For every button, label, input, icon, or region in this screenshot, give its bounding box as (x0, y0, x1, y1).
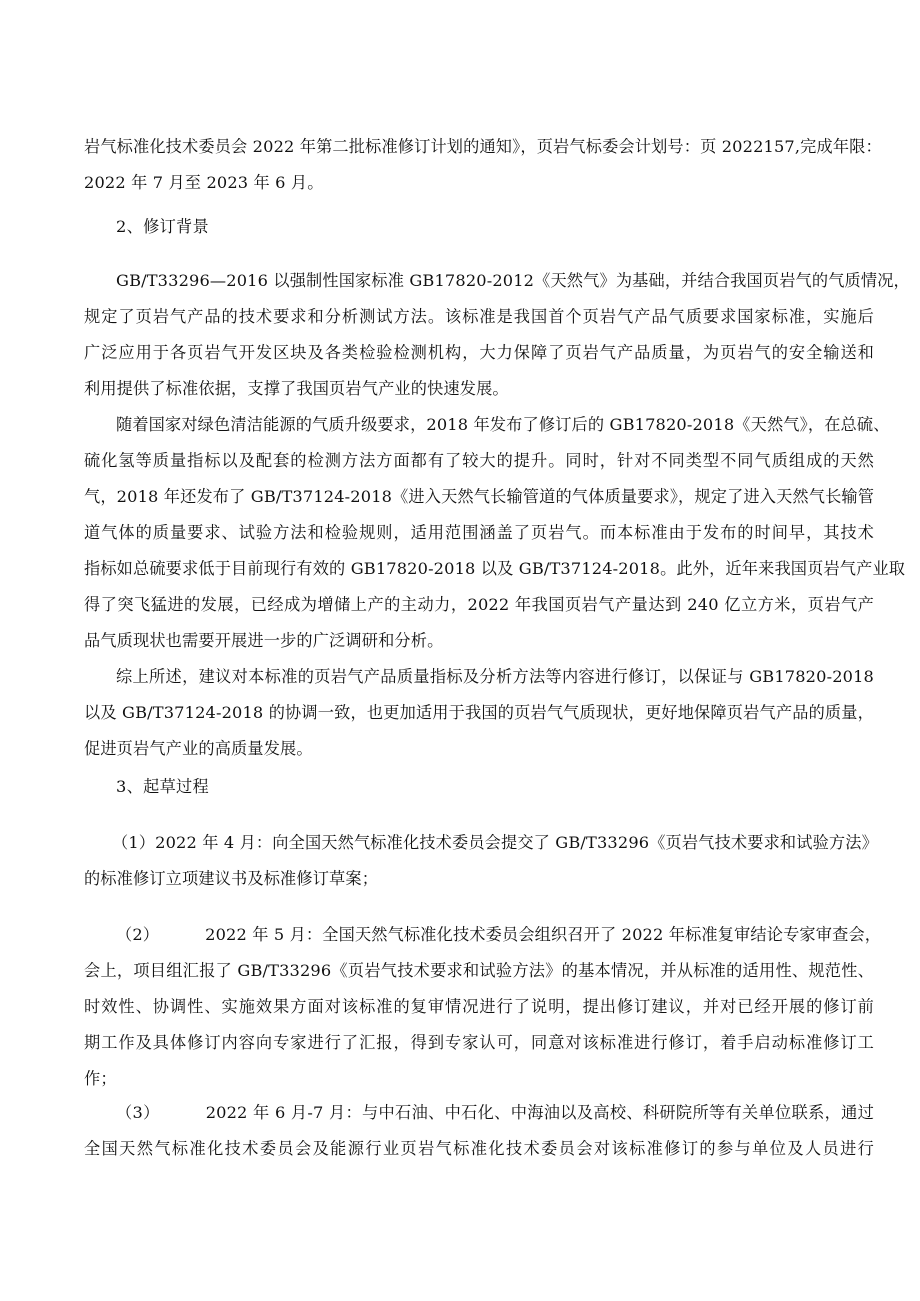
paragraph-line: 以及 GB/T37124-2018 的协调一致，也更加适用于我国的页岩气气质现状，更好地保障页岩气产品的质量， (84, 703, 874, 722)
paragraph-line: 指标如总硫要求低于目前现行有效的 GB17820-2018 以及 GB/T37124-2018。此外，近年来我国页岩气产业取 (84, 559, 906, 578)
paragraph-line: 规定了页岩气产品的技术要求和分析测试方法。该标准是我国首个页岩气产品气质要求国家标准，实施后 (84, 307, 874, 326)
paragraph-line: 得了突飞猛进的发展，已经成为增储上产的主动力，2022 年我国页岩气产量达到 240 亿立方米，页岩气产 (84, 595, 874, 614)
section-heading-drafting-process: 3、起草过程 (116, 777, 210, 796)
paragraph-line: GB/T33296—2016 以强制性国家标准 GB17820-2012《天然气》为基础，并结合我国页岩气的气质情况， (116, 271, 910, 290)
intro-line: 2022 年 7 月至 2023 年 6 月。 (84, 173, 324, 192)
drafting-item-line: 会上，项目组汇报了 GB/T33296《页岩气技术要求和试验方法》的基本情况，并从标准的适用性、规范性、 (84, 961, 874, 980)
paragraph-line: 气，2018 年还发布了 GB/T37124-2018《进入天然气长输管道的气体质量要求》，规定了进入天然气长输管 (84, 487, 875, 506)
item-text: 2022 年 5 月：全国天然气标准化技术委员会组织召开了 2022 年标准复审结论专家审查会， (205, 925, 882, 944)
paragraph-line: 广泛应用于各页岩气开发区块及各类检验检测机构，大力保障了页岩气产品质量，为页岩气的安全输送和 (84, 343, 874, 362)
paragraph-line: 硫化氢等质量指标以及配套的检测方法方面都有了较大的提升。同时，针对不同类型不同气质组成的天然 (84, 451, 874, 470)
drafting-item-line: 时效性、协调性、实施效果方面对该标准的复审情况进行了说明，提出修订建议，并对已经开展的修订前 (84, 997, 874, 1016)
background-paragraph-2 (84, 410, 906, 656)
item-text: 2022 年 4 月：向全国天然气标准化技术委员会提交了 GB/T33296《页岩气技术要求和试验方法》 (155, 833, 878, 852)
drafting-item-line: 的标准修订立项建议书及标准修订草案； (84, 869, 379, 888)
item-number: （1） (112, 833, 156, 852)
drafting-item-line: 作； (84, 1069, 117, 1088)
background-paragraph-3 (84, 662, 874, 764)
background-paragraph-1 (84, 266, 910, 404)
drafting-item-1 (84, 828, 878, 894)
drafting-item-3 (84, 1098, 874, 1164)
section-heading-revision-background: 2、修订背景 (116, 217, 210, 236)
drafting-item-line: 全国天然气标准化技术委员会及能源行业页岩气标准化技术委员会对该标准修订的参与单位及人员进行 (84, 1139, 874, 1158)
paragraph-line: 利用提供了标准依据，支撑了我国页岩气产业的快速发展。 (84, 379, 509, 398)
drafting-item-line: 期工作及具体修订内容向专家进行了汇报，得到专家认可，同意对该标准进行修订，着手启动标准修订工 (84, 1033, 874, 1052)
paragraph-line: 道气体的质量要求、试验方法和检验规则，适用范围涵盖了页岩气。而本标准由于发布的时间早，其技术 (84, 523, 874, 542)
paragraph-line: 品气质现状也需要开展进一步的广泛调研和分析。 (84, 631, 444, 650)
drafting-item-line (84, 920, 882, 950)
item-number: （3） (116, 1103, 160, 1122)
drafting-item-2 (84, 920, 882, 1094)
item-number: （2） (116, 925, 160, 944)
item-text: 2022 年 6 月-7 月：与中石油、中石化、中海油以及高校、科研院所等有关单位联系，通过 (205, 1103, 875, 1122)
intro-paragraph (84, 132, 882, 198)
intro-line: 岩气标准化技术委员会 2022 年第二批标准修订计划的通知》，页岩气标委会计划号：页 2022157,完成年限： (84, 137, 882, 156)
paragraph-line: 促进页岩气产业的高质量发展。 (84, 739, 313, 758)
paragraph-line: 综上所述，建议对本标准的页岩气产品质量指标及分析方法等内容进行修订，以保证与 GB17820-2018 (116, 667, 874, 686)
drafting-item-line (84, 1098, 874, 1128)
drafting-item-line (84, 828, 878, 858)
paragraph-line: 随着国家对绿色清洁能源的气质升级要求，2018 年发布了修订后的 GB17820-2018《天然气》，在总硫、 (116, 415, 890, 434)
